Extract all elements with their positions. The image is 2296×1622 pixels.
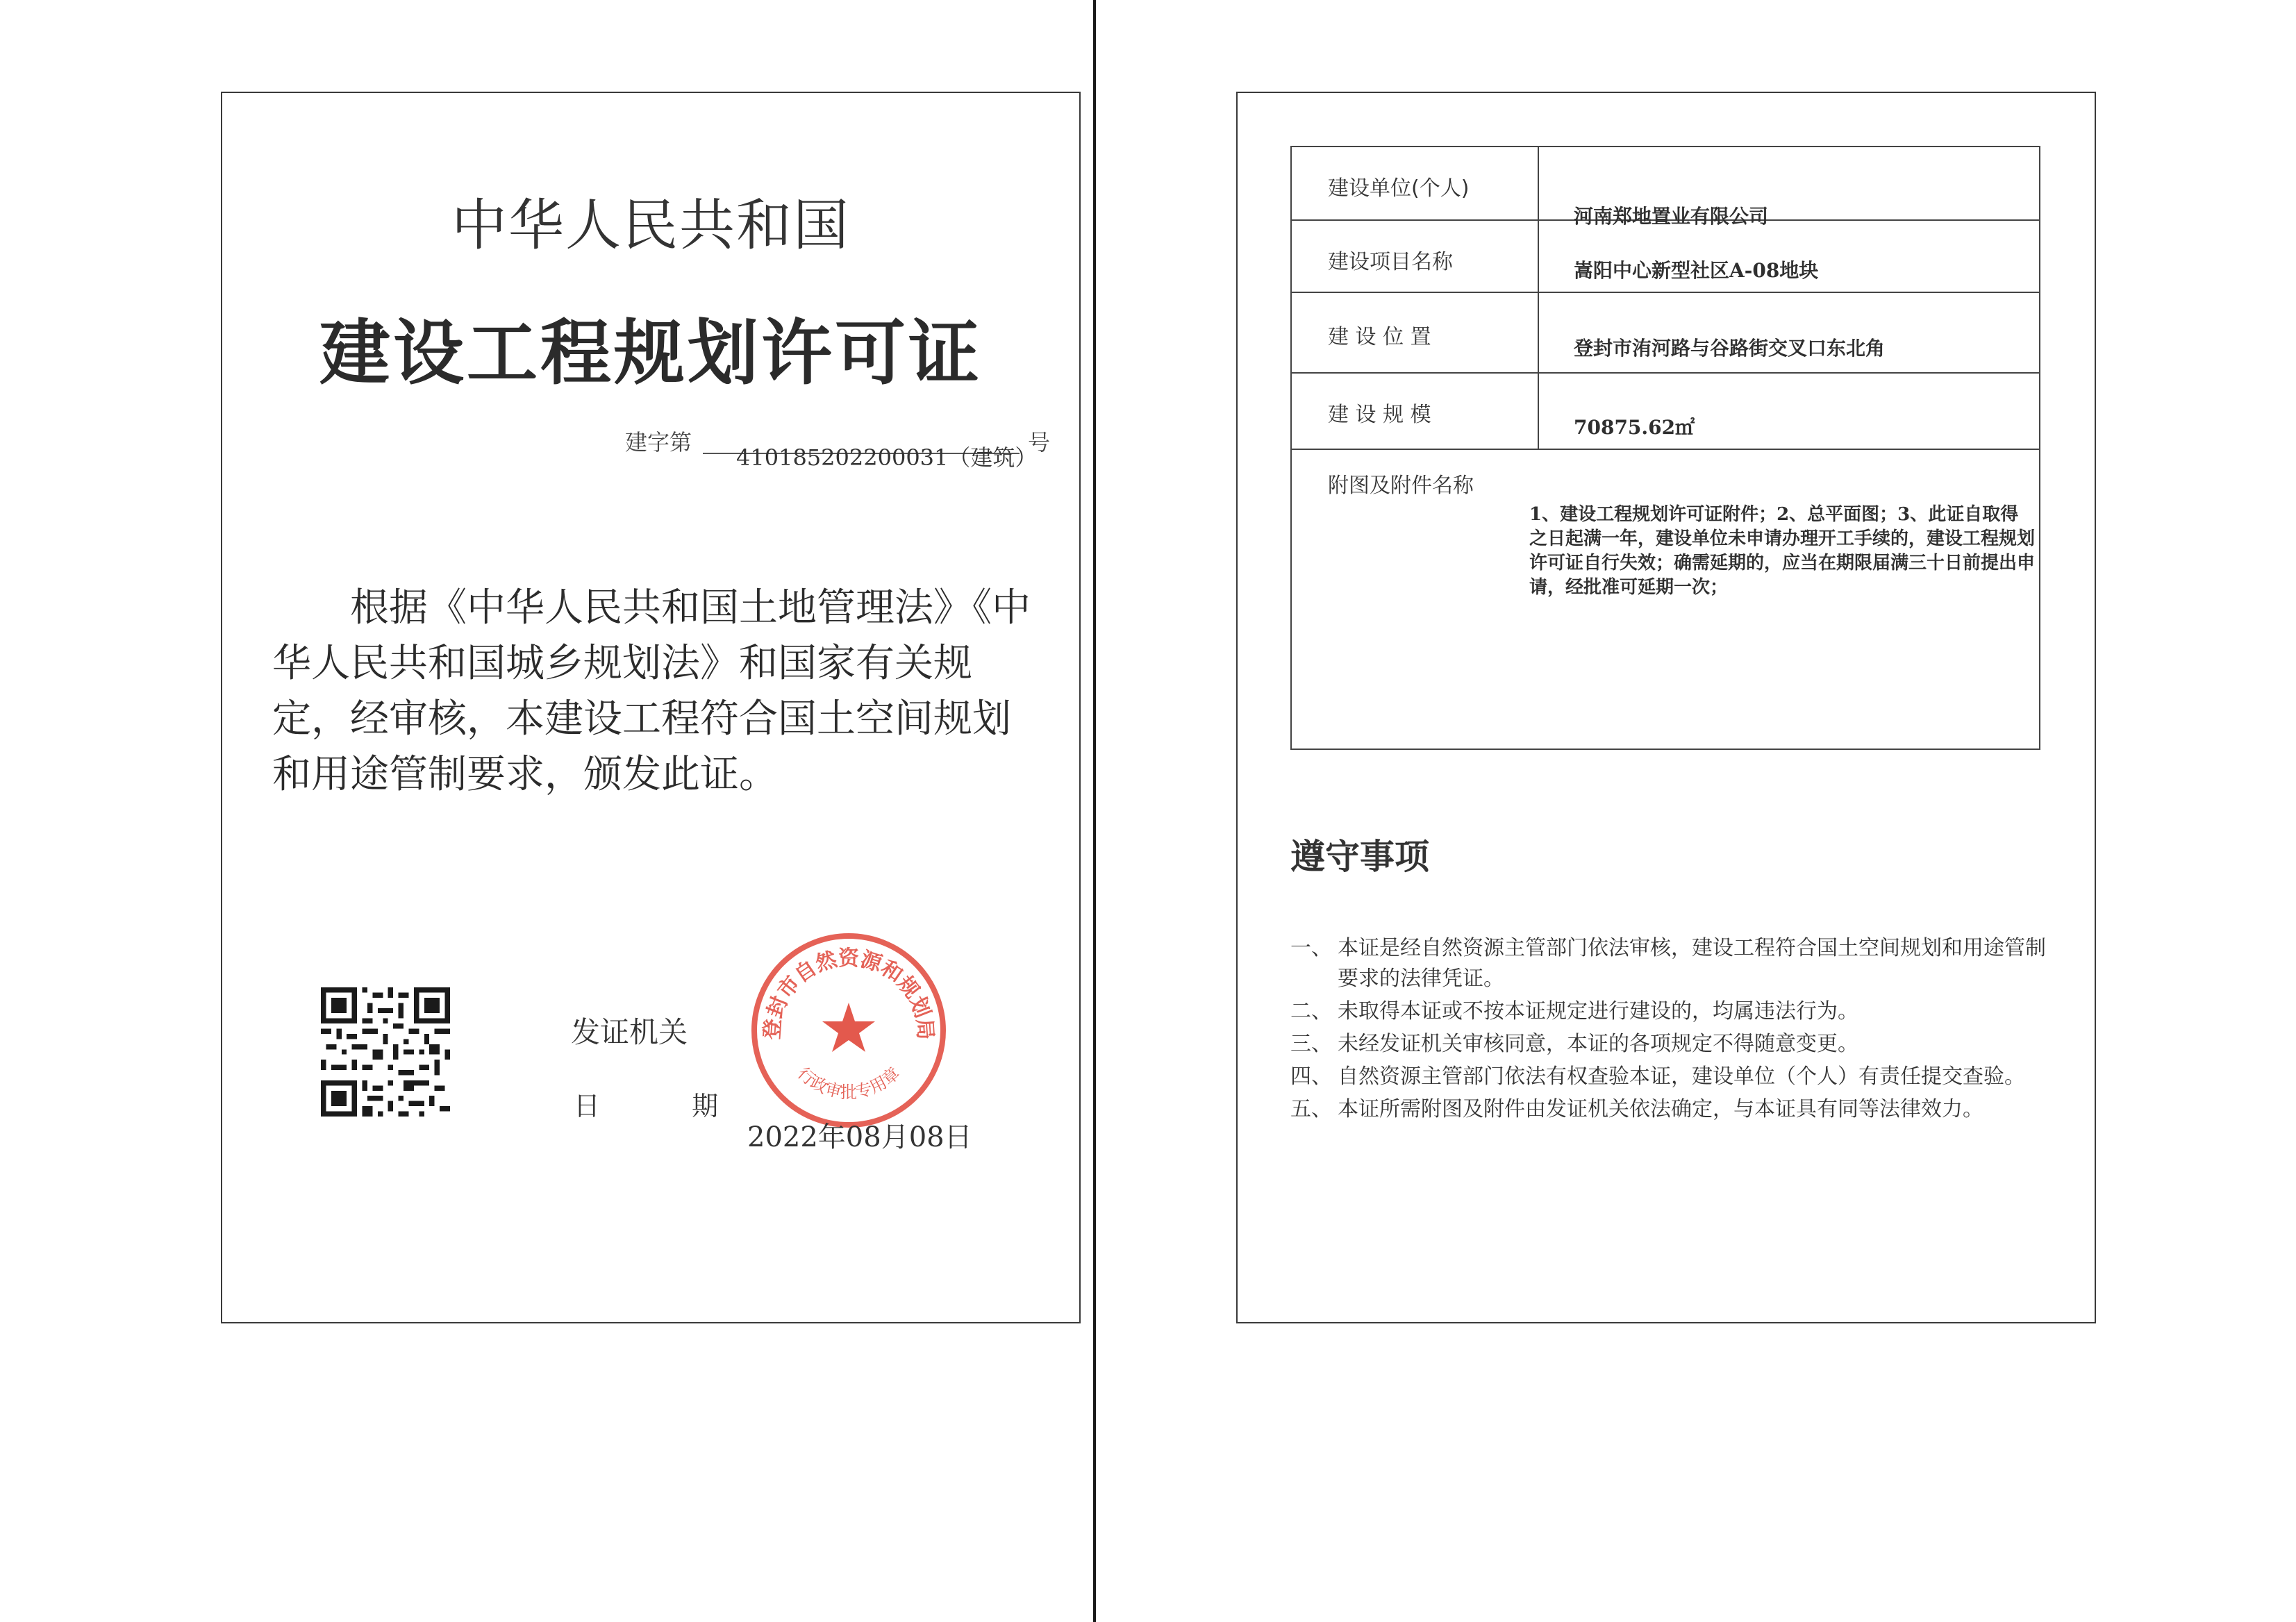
rules-list — [1290, 933, 2054, 1127]
table-row — [1292, 147, 2039, 228]
rule-text: 自然资源主管部门依法有权查验本证，建设单位（个人）有责任提交查验。 — [1338, 1064, 2025, 1089]
rule-number: 一、 — [1290, 936, 1332, 960]
issuance-statement: 根据《中华人民共和国土地管理法》《中华人民共和国城乡规划法》和国家有关规定，经审核，本建设工程符合国土空间规划和用途管制要求，颁发此证。 — [272, 585, 1031, 797]
table-row — [1292, 293, 2039, 374]
rule-number: 五、 — [1290, 1097, 1332, 1121]
svg-text:行政审批专用章 — [794, 1064, 904, 1102]
official-seal — [744, 926, 953, 1135]
rule-text: 未经发证机关审核同意，本证的各项规定不得随意变更。 — [1338, 1032, 1858, 1056]
scan-edge — [1093, 0, 1096, 1622]
permit-cover-page — [221, 92, 1081, 1323]
rules-title: 遵守事项 — [1290, 837, 1429, 877]
seal-top-text: 登封市自然资源和规划局 — [760, 946, 938, 1041]
issue-date: 2022年08月08日 — [747, 1121, 972, 1153]
list-item — [1290, 933, 2054, 994]
seal-bottom-text: 行政审批专用章 — [793, 1063, 904, 1103]
permit-details-page — [1236, 92, 2096, 1323]
serial-prefix: 建字第 — [625, 429, 692, 455]
country-name: 中华人民共和国 — [451, 193, 850, 258]
rule-number: 二、 — [1290, 999, 1332, 1023]
list-item — [1290, 1062, 2054, 1092]
row-label-scale: 建 设 规 模 — [1328, 403, 1431, 427]
table-row — [1292, 221, 2039, 293]
issuer-label: 发证机关 — [571, 1015, 688, 1049]
attachments-value: 1、建设工程规划许可证附件；2、总平面图；3、此证自取得之日起满一年，建设单位未申请办理开工手续的，建设工程规划许可证自行失效；确需延期的，应当在期限届满三十日前提出申请，经批准可延期一次； — [1529, 504, 2036, 598]
serial-number: 410185202200031（建筑） — [736, 444, 1038, 471]
row-value-project: 嵩阳中心新型社区A-08地块 — [1574, 259, 1819, 282]
row-value-scale: 70875.62㎡ — [1574, 416, 1695, 439]
row-label-project: 建设项目名称 — [1328, 250, 1453, 274]
row-value-builder: 河南郑地置业有限公司 — [1574, 205, 1769, 228]
attachments-label: 附图及附件名称 — [1328, 474, 1474, 498]
serial-suffix: 号 — [1028, 429, 1051, 455]
row-label-location: 建 设 位 置 — [1328, 325, 1431, 349]
certificate-title: 建设工程规划许可证 — [319, 312, 982, 395]
rule-number: 四、 — [1290, 1064, 1332, 1089]
rule-text: 未取得本证或不按本证规定进行建设的，均属违法行为。 — [1338, 999, 1858, 1023]
rule-number: 三、 — [1290, 1032, 1332, 1056]
rule-text: 本证所需附图及附件由发证机关依法确定，与本证具有同等法律效力。 — [1338, 1097, 1983, 1121]
project-info-table — [1290, 146, 2040, 750]
row-label-builder: 建设单位(个人) — [1328, 176, 1470, 201]
rule-text: 本证是经自然资源主管部门依法审核，建设工程符合国土空间规划和用途管制要求的法律凭证。 — [1338, 936, 2046, 991]
date-label: 日 期 — [574, 1091, 760, 1121]
qr-code-icon — [321, 987, 450, 1117]
table-row — [1292, 374, 2039, 450]
row-value-location: 登封市洧河路与谷路街交叉口东北角 — [1574, 337, 1886, 360]
list-item — [1290, 1094, 2054, 1125]
list-item — [1290, 996, 2054, 1027]
list-item — [1290, 1029, 2054, 1060]
